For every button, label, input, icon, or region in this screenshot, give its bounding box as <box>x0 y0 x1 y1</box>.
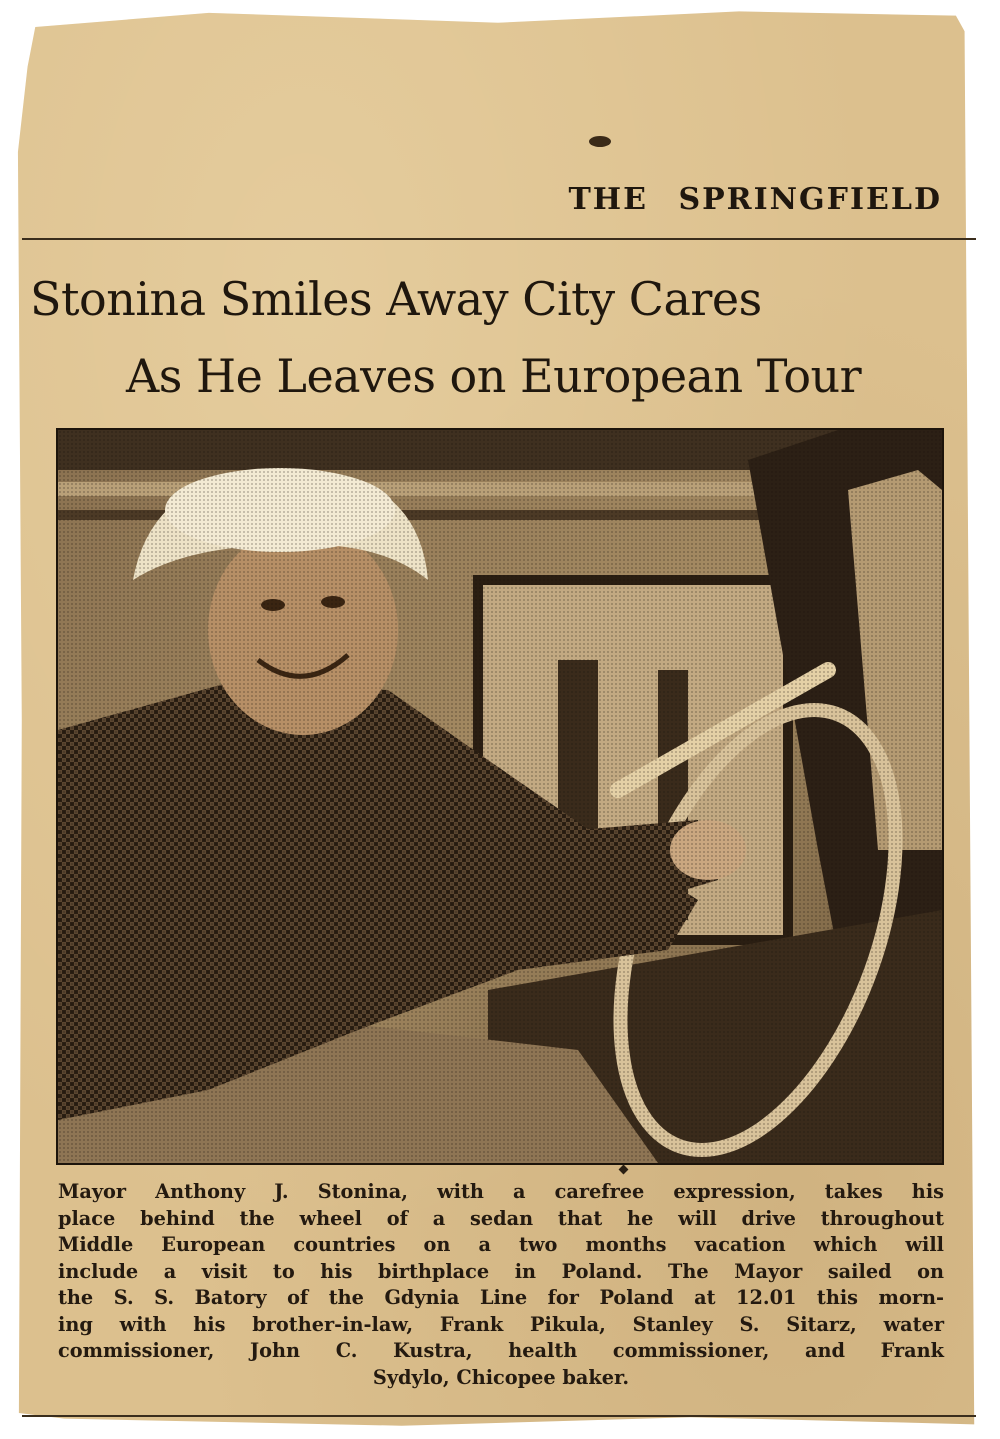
caption-line: the S. S. Batory of the Gdynia Line for Poland at 12.01 this morn- <box>58 1286 944 1309</box>
headline-line-1: Stonina Smiles Away City Cares <box>30 272 762 326</box>
headline-line-2: As He Leaves on European Tour <box>126 349 862 403</box>
caption-line: Sydylo, Chicopee baker. <box>372 1365 630 1389</box>
caption-line: Middle European countries on a two months vacation which will <box>58 1233 944 1256</box>
news-photo <box>56 428 944 1165</box>
caption-line: commissioner, John C. Kustra, health commissioner, and Frank <box>58 1339 944 1362</box>
caption-line: include a visit to his birthplace in Poland. The Mayor sailed on <box>58 1259 944 1283</box>
photo-caption <box>58 1179 944 1391</box>
caption-line: place behind the wheel of a sedan that he will drive throughout <box>58 1206 944 1230</box>
bottom-rule <box>22 1415 976 1420</box>
caption-line: Mayor Anthony J. Stonina, with a carefree expression, takes his <box>58 1180 944 1203</box>
caption-line: ing with his brother-in-law, Frank Pikula, Stanley S. Sitarz, water <box>58 1312 944 1336</box>
man-at-wheel-icon <box>58 430 942 1163</box>
masthead: THE SPRINGFIELD <box>568 182 942 217</box>
punch-hole-mark <box>589 136 611 147</box>
masthead-rule <box>22 238 976 240</box>
